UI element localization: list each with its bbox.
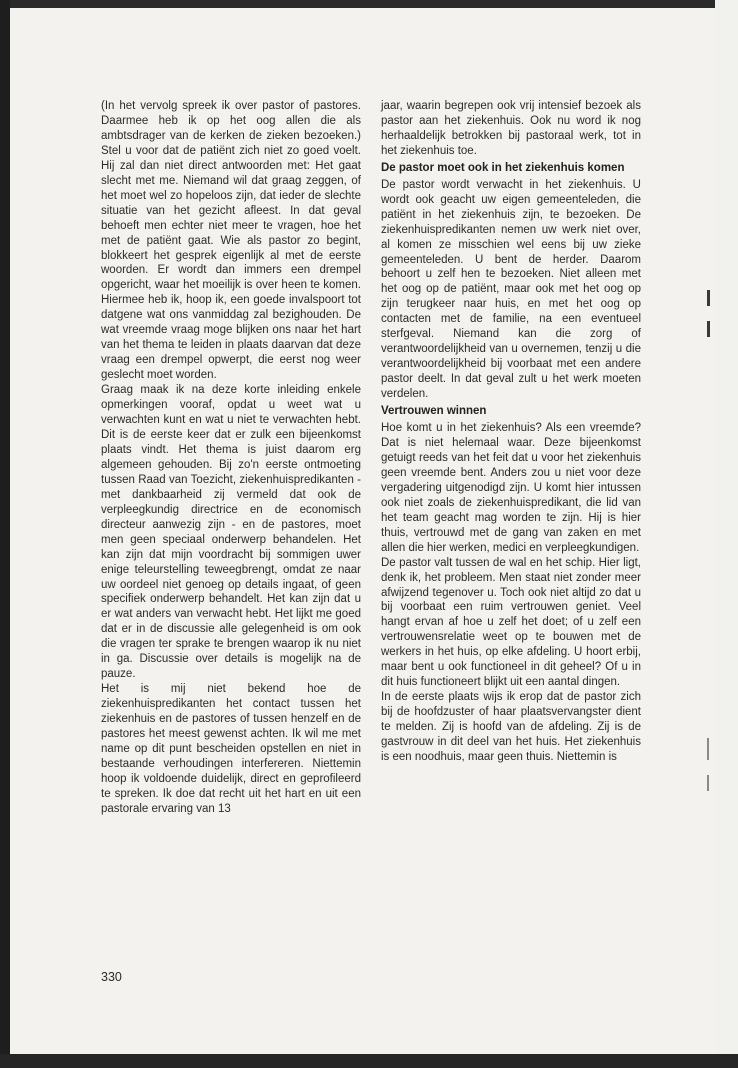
- right-paragraph-section-1: De pastor wordt verwacht in het ziekenhuis. U wordt ook geacht uw eigen gemeenteleden, die patiënt in het ziekenhuis zijn, te bezoeken. De ziekenhuispredikanten nemen uw werk niet over, al komen ze misschien wel eens bij uw zieke gemeenteleden. U bent de herder. Daarom behoort u zelf hen te bezoeken. Niet alleen met het oog op de patiënt, maar ook met het oog op zijn terugkeer naar huis, en met het oog op contacten met de familie, na een eventueel sterfgeval. Niemand kan die zorg of verantwoordelijkheid van u overnemen, tenzij u die verantwoordelijkheid bij voorbaat met een andere pastor deelt. In dat geval zult u het werk moeten verdelen.: [381, 178, 641, 401]
- scan-margin-mark: [707, 738, 709, 760]
- scan-top-edge: [10, 0, 715, 8]
- scan-right-margin: [715, 0, 738, 1068]
- scan-bottom-edge: [0, 1054, 738, 1068]
- section-heading-1: De pastor moet ook in het ziekenhuis komen: [381, 161, 625, 174]
- scan-margin-mark: [707, 321, 710, 337]
- scan-margin-mark: [707, 775, 709, 791]
- right-paragraph-2c: In de eerste plaats wijs ik erop dat de pastor zich bij de hoofdzuster of haar plaatsvervangster dient te melden. Zij is hoofd van de afdeling. Zij is de gastvrouw in dit deel van het huis. Het ziekenhuis is een noodhuis, maar geen thuis. Niettemin is: [381, 691, 641, 763]
- right-paragraph-2a: Hoe komt u in het ziekenhuis? Als een vreemde? Dat is niet helemaal waar. Deze bijeenkomst getuigt reeds van het feit dat u voor het ziekenhuis geen vreemde bent. Anders zou u niet voor deze vergadering uitgenodigd zijn. U komt hier intussen ook niet zoals de ziekenhuispredikant, die lid van het team geacht mag worden te zijn. Hij is hier thuis, vertrouwd met de gang van zaken en met allen die hier werken, medici en verpleegkundigen.: [381, 422, 641, 554]
- right-paragraph-intro: jaar, waarin begrepen ook vrij intensief bezoek als pastor aan het ziekenhuis. Ook nu word ik nog herhaaldelijk betrokken bij pastoraal werk, tot in het ziekenhuis toe.: [381, 100, 641, 157]
- left-paragraph-3: Het is mij niet bekend hoe de ziekenhuispredikanten het contact tussen het ziekenhuis en de pastores of tussen henzelf en de pastores het meest gewenst achten. Ik wil me met name op dit punt bescheiden opstellen en niet in bestaande verhoudingen interfereren. Niettemin hoop ik voldoende duidelijk, direct en geprofileerd te spreken. Ik doe dat recht uit het hart en uit een pastorale ervaring van 13: [101, 683, 361, 815]
- right-column: [381, 99, 641, 765]
- left-paragraph-2: Graag maak ik na deze korte inleiding enkele opmerkingen vooraf, opdat u weet wat u verwachten kunt en wat u niet te verwachten hebt. Dit is de eerste keer dat er zulk een bijeenkomst plaats vindt. Het thema is juist daarom erg algemeen gehouden. Bij zo'n eerste ontmoeting tussen Raad van Toezicht, ziekenhuispredikanten - met dankbaarheid zij vermeld dat ook de verpleegkundig directrice en de economisch directeur aanwezig zijn - en de pastores, moet men geen speciaal onderwerp behandelen. Het kan zijn dat mijn voordracht bij sommigen uwer enige teleurstelling teweegbrengt, omdat ze naar uw oordeel niet genoeg op details ingaat, of geen specifiek onderwerp behandelt. Het kan zijn dat u er wat anders van verwacht hebt. Het lijkt me goed dat er in de discussie alle gelegenheid is om ook die vragen ter sprake te brengen waarop ik nu niet in ga. Discussie over details is mogelijk na de pauze.: [101, 384, 361, 681]
- scan-margin-mark: [707, 290, 710, 306]
- right-paragraph-2b: De pastor valt tussen de wal en het schip. Hier ligt, denk ik, het probleem. Men staat niet zonder meer afwijzend tegenover u. Toch ook niet altijd zo dat u bij voorbaat een ruim vertrouwen geniet. Veel hangt ervan af hoe u zelf het doet; of u zelf een vertrouwensrelatie weet op te bouwen met de werkers in het huis, op elke afdeling. U hoort erbij, maar bent u ook functioneel in dit geheel? Of u in dit huis functioneert blijkt uit een aantal dingen.: [381, 556, 641, 689]
- page-number: 330: [101, 970, 122, 984]
- section-heading-2: Vertrouwen winnen: [381, 405, 487, 418]
- left-column: [101, 99, 361, 817]
- left-paragraph-1: (In het vervolg spreek ik over pastor of pastores. Daarmee heb ik op het oog allen die als ambtsdrager van de kerken de zieken bezoeken.) Stel u voor dat de patiënt zich niet zo goed voelt. Hij zal dan niet direct antwoorden met: Het gaat slecht met me. Niemand wil dat graag zeggen, of het moet wel zo hopeloos zijn, dat ieder de slechte situatie van het gezicht afleest. In dat geval behoeft men echter niet meer te vragen, hoe het met de patiënt gaat. Wie als pastor zo begint, blokkeert het gesprek eigenlijk al met de eerste woorden. Er wordt dan immers een drempel opgericht, waar het moeilijk is over heen te komen. Hiermee heb ik, hoop ik, een goede invalspoort tot datgene wat ons vanmiddag zal bezighouden. De wat vreemde vraag moge blijken ons naar het hart van het thema te leiden in plaats daarvan dat deze vraag een drempel opwerpt, die eerst nog weer geslecht moet worden.: [101, 100, 361, 382]
